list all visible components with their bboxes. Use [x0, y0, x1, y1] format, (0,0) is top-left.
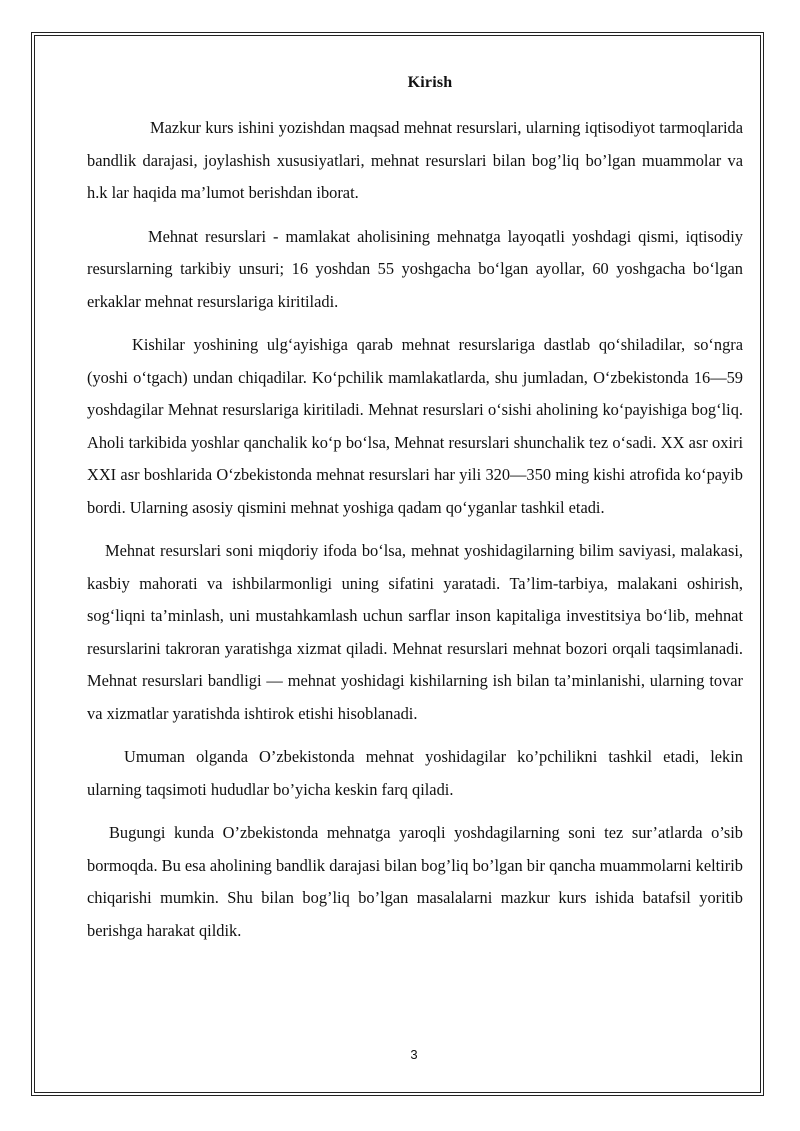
paragraph-3: Kishilar yoshining ulg‘ayishiga qarab mehnat resurslariga dastlab qo‘shiladilar, so‘ngra (yoshi o‘tgach) undan chiqadilar. Ko‘pchilik mamlakatlarda, shu jumladan, O‘zbekistonda 16—59 yoshdagilar Mehnat resurslariga kiritiladi. Mehnat resurslari o‘sishi aholining ko‘payishiga bog‘liq. Aholi tarkibida yoshlar qanchalik ko‘p bo‘lsa, Mehnat resurslari shunchalik tez o‘sadi. XX asr oxiri XXI asr boshlarida O‘zbekistonda mehnat resurslari har yili 320—350 ming kishi atrofida ko‘payib bordi. Ularning asosiy qismini mehnat yoshiga qadam qo‘yganlar tashkil etadi.: [87, 335, 743, 517]
paragraph-4: Mehnat resurslari soni miqdoriy ifoda bo‘lsa, mehnat yoshidagilarning bilim saviyasi, malakasi, kasbiy mahorati va ishbilarmonligi uning sifatini yaratadi. Ta’lim-tarbiya, malakani oshirish, sog‘liqni ta’minlash, uni mustahkamlash uchun sarflar inson kapitaliga investitsiya bo‘lib, mehnat resurslarini takroran yaratishga xizmat qiladi. Mehnat resurslari mehnat bozori orqali taqsimlanadi. Mehnat resurslari bandligi — mehnat yoshidagi kishilarning ish bilan ta’minlanishi, ularning tovar va xizmatlar yaratishda ishtirok etishi hisoblanadi.: [87, 541, 743, 723]
page-number: 3: [410, 1047, 418, 1062]
paragraph-6: Bugungi kunda O’zbekistonda mehnatga yaroqli yoshdagilarning soni tez sur’atlarda o’sib bormoqda. Bu esa aholining bandlik darajasi bilan bog’liq bo’lgan bir qancha muammolarni keltirib chiqarishi mumkin. Shu bilan bog’liq bo’lgan masalalarni mazkur kurs ishida batafsil yoritib berishga harakat qildik.: [87, 823, 743, 940]
section-title: Kirish: [407, 74, 453, 91]
paragraph-1: Mazkur kurs ishini yozishdan maqsad mehnat resurslari, ularning iqtisodiyot tarmoqlarida bandlik darajasi, joylashish xususiyatlari, mehnat resurslari bilan bog’liq bo’lgan muammolar va h.k lar haqida ma’lumot berishdan iborat.: [87, 118, 743, 202]
paragraph-2: Mehnat resurslari - mamlakat aholisining mehnatga layoqatli yoshdagi qismi, iqtisodiy resurslarning tarkibiy unsuri; 16 yoshdan 55 yoshgacha bo‘lgan ayollar, 60 yoshgacha bo‘lgan erkaklar mehnat resurslariga kiritiladi.: [87, 226, 743, 311]
document-body: [87, 74, 743, 958]
paragraph-5: Umuman olganda O’zbekistonda mehnat yoshidagilar ko’pchilikni tashkil etadi, lekin ularning taqsimoti hududlar bo’yicha keskin farq qiladi.: [87, 747, 743, 799]
